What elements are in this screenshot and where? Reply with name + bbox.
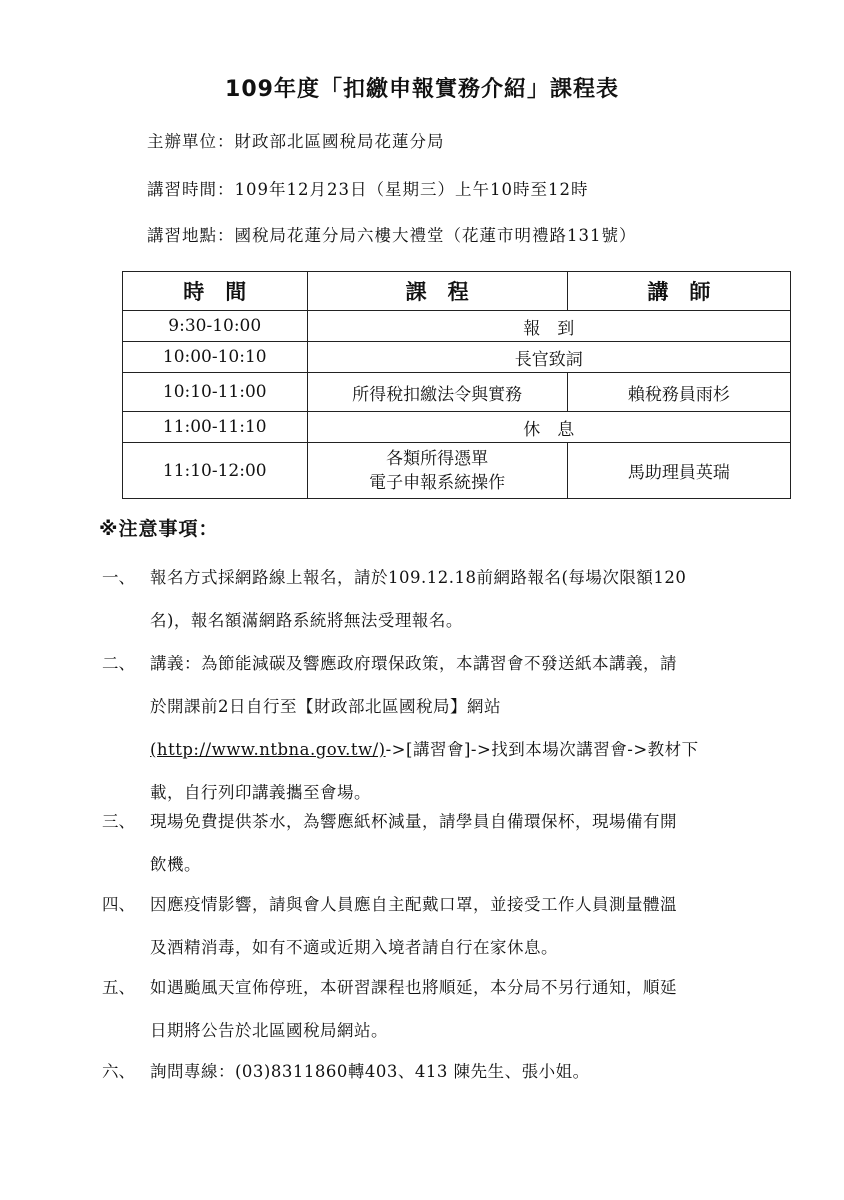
note-line bbox=[150, 728, 762, 771]
row-course: 休 息 bbox=[307, 412, 791, 443]
note-line: 詢問專線：(03)8311860轉403、413 陳先生、張小姐。 bbox=[150, 1062, 590, 1081]
row-course: 報 到 bbox=[307, 311, 791, 342]
row-time: 11:10-12:00 bbox=[123, 443, 308, 499]
note-number: 三、 bbox=[102, 812, 135, 831]
note-line: 如遇颱風天宣佈停班，本研習課程也將順延，本分局不另行通知，順延 bbox=[150, 978, 677, 997]
note-line: 及酒精消毒，如有不適或近期入境者請自行在家休息。 bbox=[150, 938, 558, 957]
note-number: 二、 bbox=[102, 654, 135, 673]
row-time: 11:00-11:10 bbox=[123, 412, 308, 443]
row-course bbox=[307, 443, 567, 499]
notes-heading: ※注意事項： bbox=[99, 518, 219, 540]
header-lecturer: 講 師 bbox=[567, 272, 790, 311]
note-line: 名)，報名額滿網路系統將無法受理報名。 bbox=[150, 611, 463, 630]
row-course: 所得稅扣繳法令與實務 bbox=[307, 373, 567, 412]
row-course-line2: 電子申報系統操作 bbox=[369, 472, 506, 493]
note-line: 報名方式採網路線上報名，請於109.12.18前網路報名(每場次限額120 bbox=[150, 568, 687, 587]
header-time: 時 間 bbox=[123, 272, 308, 311]
note-line-rest: ->[講習會]->找到本場次講習會->教材下 bbox=[385, 740, 699, 759]
row-time: 10:10-11:00 bbox=[123, 373, 308, 412]
row-time: 10:00-10:10 bbox=[123, 342, 308, 373]
note-line: 於開課前2日自行至【財政部北區國稅局】網站 bbox=[150, 697, 501, 716]
table-row bbox=[123, 443, 791, 499]
row-lecturer: 賴稅務員雨杉 bbox=[567, 373, 790, 412]
note-number: 六、 bbox=[102, 1062, 135, 1081]
table-row bbox=[123, 311, 791, 342]
table-header-row bbox=[123, 272, 791, 311]
note-number: 一、 bbox=[102, 568, 135, 587]
time-line: 講習時間：109年12月23日（星期三）上午10時至12時 bbox=[147, 180, 589, 199]
table-row bbox=[123, 342, 791, 373]
header-course: 課 程 bbox=[307, 272, 567, 311]
schedule-table bbox=[122, 271, 791, 499]
note-line: 載，自行列印講義攜至會場。 bbox=[150, 783, 371, 802]
organizer-line: 主辦單位：財政部北區國稅局花蓮分局 bbox=[147, 132, 445, 151]
row-time: 9:30-10:00 bbox=[123, 311, 308, 342]
table-row bbox=[123, 373, 791, 412]
place-line: 講習地點：國稅局花蓮分局六樓大禮堂（花蓮市明禮路131號） bbox=[147, 226, 637, 245]
page-title: 109年度「扣繳申報實務介紹」課程表 bbox=[225, 77, 619, 102]
ntbna-website-link[interactable]: (http://www.ntbna.gov.tw/) bbox=[150, 740, 386, 759]
row-course: 長官致詞 bbox=[307, 342, 791, 373]
note-line: 飲機。 bbox=[150, 855, 201, 874]
row-lecturer: 馬助理員英瑞 bbox=[567, 443, 790, 499]
table-row bbox=[123, 412, 791, 443]
note-line: 日期將公告於北區國稅局網站。 bbox=[150, 1021, 388, 1040]
note-number: 四、 bbox=[102, 895, 135, 914]
note-line: 因應疫情影響，請與會人員應自主配戴口罩，並接受工作人員測量體溫 bbox=[150, 895, 677, 914]
note-number: 五、 bbox=[102, 978, 135, 997]
row-course-line1: 各類所得憑單 bbox=[386, 448, 489, 469]
note-line: 講義：為節能減碳及響應政府環保政策，本講習會不發送紙本講義，請 bbox=[150, 654, 677, 673]
note-line: 現場免費提供茶水，為響應紙杯減量，請學員自備環保杯，現場備有開 bbox=[150, 812, 677, 831]
